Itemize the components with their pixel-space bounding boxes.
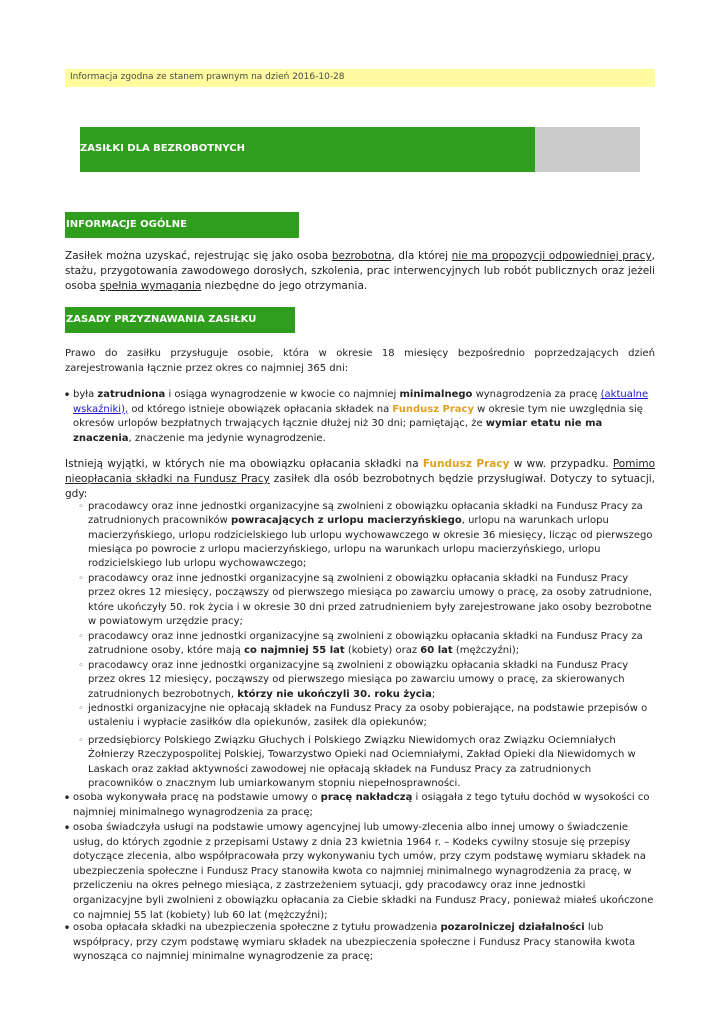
list-item-text: osoba świadczyła usługi na podstawie umowy agencyjnej lub umowy-zlecenia albo innej umowy o świadczenie usług, do których zgodnie z przepisami Ustawy z dnia 23 kwietnia 1964 r. – Kodeks cywilny stosuje się przepisy dotyczące zlecenia, albo współpracowała przy wykonywaniu tych umów, przy czym podstawę wymiaru składek na ubezpieczenia społeczne i Fundusz Pracy stanowiła kwota co najmniej minimalnego wynagrodzenia za pracę, w przeliczeniu na okres pełnego miesiąca, z zastrzeżeniem sytuacji, gdy pracodawcy oraz inne jednostki organizacyjne byli zwolnieni z obowiązku opłacania za Ciebie składki na Fundusz Pracy, ponieważ miałeś ukończone co najmniej 55 lat (kobiety) lub 60 lat (mężczyźni); [73,822,654,921]
link-current-indicators[interactable]: (aktualne wskaźniki), [73,389,649,415]
section-header-general [65,212,299,238]
text-run: pracodawcy oraz inne jednostki organizacyjne są zwolnieni z obowiązku opłacania składki na Fundusz Pracy przez okres 12 miesięcy, począwszy od pierwszego miesiąca po zawarciu umowy o pracę, za skierowanych zatrudnionych bezrobotnych, [88,660,629,700]
section-title-general: INFORMACJE OGÓLNE [66,219,187,230]
highlight-fund: Fundusz Pracy [422,458,510,470]
sub-list-item-text: jednostki organizacyjne nie opłacają składek na Fundusz Pracy za osoby pobierające, na podstawie przepisów o ustaleniu i wypłacie zasiłków dla opiekunów, zasiłek dla opiekunów; [88,703,648,729]
sub-list-item [76,702,656,731]
sub-list-item [76,659,656,702]
text-run: , stażu, przygotowania zawodowego dorosłych, szkolenia, prac interwencyjnych lub robót publicznych oraz jeżeli osoba [65,250,655,292]
text-run: Zasiłek można uzyskać, rejestrując się jako osoba [65,250,332,262]
bullet-icon: • [63,821,71,835]
sub-bullet-icon: ◦ [78,502,84,512]
list-item-text [73,921,656,965]
sub-bullet-icon: ◦ [78,661,84,671]
sub-list-item-text: przedsiębiorcy Polskiego Związku Głuchych i Polskiego Związku Niewidomych oraz Związku Ociemniałych Żołnierzy Rzeczypospolitej Polskiej, Towarzystwo Opieki nad Ociemniałymi, Zakład Opieki dla Niewidomych w Laskach oraz zakład aktywności zawodowej nie opłacają składek na Fundusz Pracy za zatrudnionych pracowników o znacznym lub umiarkowanym stopniu niepełnosprawności. [88,735,636,789]
legal-status-text: Informacja zgodna ze stanem prawnym na dzień 2016-10-28 [70,72,345,82]
list-item [62,791,656,820]
text-run: (kobiety) oraz [344,645,421,657]
link-suitable-work[interactable]: nie ma propozycji odpowiedniej pracy [451,250,652,262]
general-paragraph [65,249,655,294]
sub-list-item-text: pracodawcy oraz inne jednostki organizacyjne są zwolnieni z obowiązku opłacania składki na Fundusz Pracy przez okres 12 miesięcy, począwszy od pierwszego miesiąca po zawarciu umowy o pracę, za osoby zatrudnione, które ukończyły 50. rok życia i w okresie 30 dni przed zatrudnieniem były zarejestrowane jako osoby bezrobotne w powiatowym urzędzie pracy; [88,573,653,627]
bold-text: zatrudniona [97,389,166,400]
text-run: ; [431,688,436,700]
text-run: , znaczenie ma jedynie wynagrodzenie. [128,432,326,444]
bullet-icon: • [63,791,71,805]
bold-text: pozarolniczej działalności [440,922,585,933]
text-run: osoba wykonywała pracę na podstawie umowy o [73,792,321,803]
bullet-icon: • [63,921,71,935]
link-unemployed[interactable]: bezrobotna [331,250,392,262]
text-run: (mężczyźni); [452,645,520,657]
text-run: , urlopu na warunkach urlopu macierzyńskiego, urlopu rodzicielskiego lub urlopu wychowawczego w okresie 36 miesięcy, licząc od pierwszego miesiąca po powrocie z urlopu macierzyńskiego, urlopu na warunkach urlopu macierzyńskiego, urlopu rodzicielskiego lub urlopu wychowawczego; [88,515,653,570]
sub-bullet-icon: ◦ [78,704,84,714]
sub-list-item-text [88,630,656,659]
list-item-text [73,791,656,820]
sub-list-item-text [88,659,656,702]
legal-status-bar [65,69,655,87]
text-run: , dla której [391,250,452,262]
text-run: osoba opłacała składki na ubezpieczenia społeczne z tytułu prowadzenia [73,922,441,933]
text-run: i osiągała z tego tytułu dochód w wysokości co najmniej minimalnego wynagrodzenia za pracę; [73,792,650,818]
exceptions-paragraph [65,457,655,502]
sub-bullet-icon: ◦ [78,574,84,584]
highlight-fund: Fundusz Pracy [392,403,474,415]
bold-text: co najmniej 55 lat [244,645,345,657]
section-header-rules [65,307,295,333]
bold-text: minimalnego [399,389,473,400]
main-title-gray-block [535,127,640,172]
text-run: pracodawcy oraz inne jednostki organizacyjne są zwolnieni z obowiązku opłacania składki na Fundusz Pracy za zatrudnionych pracowników [88,501,643,527]
link-requirements[interactable]: spełnia wymagania [99,280,202,292]
link-despite-not-paying[interactable]: Pomimo nieopłacania składki na Fundusz Pracy [65,458,656,485]
bold-text: wymiar etatu nie ma znaczenia [73,418,603,444]
text-run: w ww. przypadku. [509,458,613,470]
sub-list-item [76,572,656,629]
bold-text: powracających z urlopu macierzyńskiego [231,515,462,527]
text-run: lub współpracy, przy czym podstawę wymiaru składek na ubezpieczenia społeczne i Fundusz Pracy stanowiła kwota wynosząca co najmniej minimalne wynagrodzenie za pracę; [73,922,636,963]
text-run: wynagrodzenia za pracę [472,389,601,400]
list-item [62,388,656,446]
text-run: Istnieją wyjątki, w których nie ma obowiązku opłacania składki na [65,458,423,470]
text-run: niezbędne do jego otrzymania. [201,280,368,292]
text-run: była [73,389,98,400]
sub-list-item [76,500,656,571]
main-title-green-block [80,127,535,172]
text-run: pracodawcy oraz inne jednostki organizacyjne są zwolnieni z obowiązku opłacania składki na Fundusz Pracy za zatrudnione osoby, które mają [88,631,643,657]
sub-list-item [76,630,656,659]
main-title-bar [80,127,640,172]
sub-bullet-icon: ◦ [78,632,84,642]
section-title-rules: ZASADY PRZYZNAWANIA ZASIŁKU [66,314,257,325]
text-run: zasiłek dla osób bezrobotnych będzie przysługiwał. Dotyczy to sytuacji, gdy: [65,473,655,500]
text-run: w okresie tym nie uwzględnia się okresów urlopów bezpłatnych trwających łącznie dłużej niż 30 dni; pamiętając, że [73,403,643,430]
bold-text: którzy nie ukończyli 30. roku życia [237,688,432,700]
bold-text: 60 lat [420,645,453,657]
bold-text: pracę nakładczą [320,792,413,803]
rules-intro: Prawo do zasiłku przysługuje osobie, która w okresie 18 miesięcy bezpośrednio poprzedzających dzień zarejestrowania łącznie przez okres co najmniej 365 dni: [65,348,655,374]
sub-list-item [76,734,656,791]
sub-bullet-icon: ◦ [78,736,84,746]
list-item [62,821,656,923]
list-item [62,921,656,965]
list-item-text [73,388,656,446]
main-title: ZASIŁKI DLA BEZROBOTNYCH [80,143,245,154]
text-run: od którego istnieje obowiązek opłacania składek na [128,403,393,415]
text-run: i osiąga wynagrodzenie w kwocie co najmniej [165,389,400,400]
bullet-icon: • [63,388,71,402]
sub-list-item-text [88,500,656,571]
